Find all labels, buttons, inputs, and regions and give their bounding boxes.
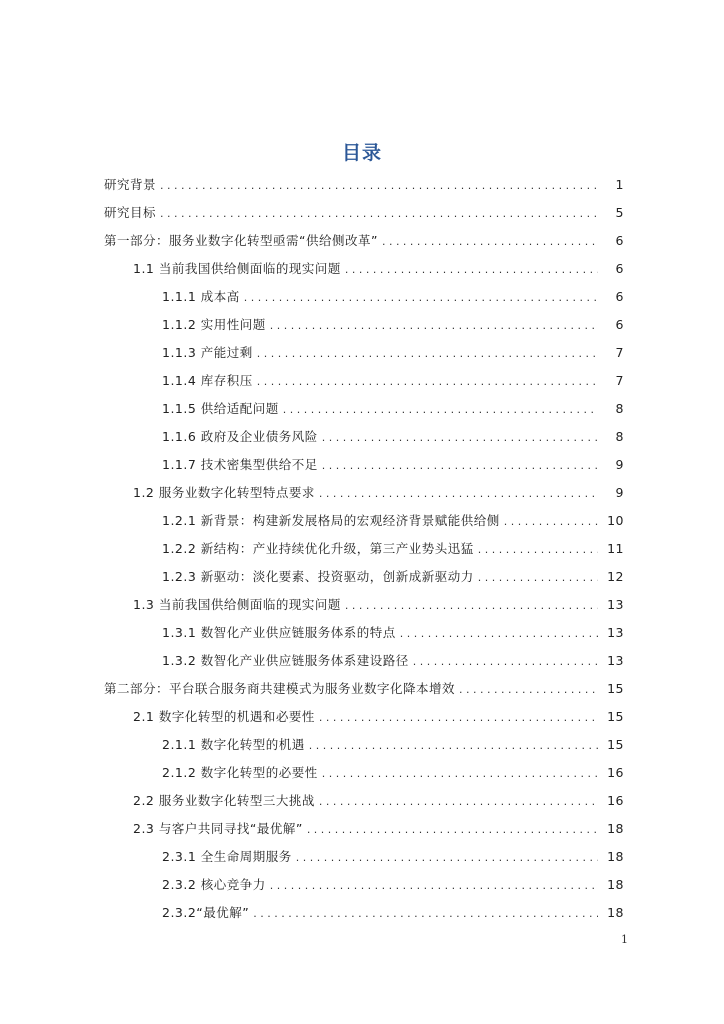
toc-entry-page: 9 [615,457,624,472]
toc-entry-label: 1.2.1 新背景：构建新发展格局的宏观经济背景赋能供给侧 [162,513,500,528]
dot-leader [459,680,598,700]
toc-entry-label: 1.2.3 新驱动：淡化要素、投资驱动，创新成新驱动力 [162,569,474,584]
toc-entry[interactable] [162,315,624,335]
toc-entry-label: 2.1.1 数字化转型的机遇 [162,737,305,752]
toc-entry-page: 15 [607,709,624,724]
toc-entry-page: 8 [615,429,624,444]
toc-entry-page: 18 [607,821,624,836]
toc-entry-page: 18 [607,877,624,892]
toc-entry[interactable] [162,847,624,867]
dot-leader [478,540,598,560]
toc-entry[interactable] [162,287,624,307]
toc-entry-page: 15 [607,681,624,696]
toc-entry-label: 1.1.2 实用性问题 [162,317,266,332]
dot-leader [319,792,598,812]
toc-entry-page: 6 [615,289,624,304]
toc-entry-page: 13 [607,625,624,640]
toc-entry-label: 第二部分：平台联合服务商共建模式为服务业数字化降本增效 [104,681,456,696]
toc-entry-page: 7 [615,373,624,388]
dot-leader [160,176,598,196]
toc-entry-label: 1.1.5 供给适配问题 [162,401,279,416]
toc-entry-page: 16 [607,793,624,808]
toc-entry-page: 6 [615,261,624,276]
toc-entry-label: 2.3.2 核心竞争力 [162,877,266,892]
toc-entry[interactable] [162,427,624,447]
toc-entry-page: 12 [607,569,624,584]
dot-leader [244,288,598,308]
toc-entry-page: 18 [607,849,624,864]
toc-entry-page: 8 [615,401,624,416]
toc-entry-label: 研究目标 [104,205,157,220]
dot-leader [270,876,598,896]
dot-leader [345,596,598,616]
toc-entry[interactable] [162,875,624,895]
toc-entry-label: 1.3.1 数智化产业供应链服务体系的特点 [162,625,396,640]
dot-leader [319,708,598,728]
toc-entry-page: 13 [607,597,624,612]
toc-entry-page: 1 [615,177,624,192]
dot-leader [413,652,598,672]
dot-leader [322,456,598,476]
toc-entry-label: 1.1.3 产能过剩 [162,345,253,360]
toc-entry-label: 2.3 与客户共同寻找“最优解” [133,821,303,836]
dot-leader [309,736,598,756]
toc-entry-label: 研究背景 [104,177,157,192]
dot-leader [322,428,598,448]
toc-entry-label: 1.1.4 库存积压 [162,373,253,388]
toc-entry[interactable] [104,175,624,195]
toc-entry-page: 11 [607,541,624,556]
toc-entry[interactable] [133,259,624,279]
toc-entry-page: 18 [607,905,624,920]
toc-entry-page: 9 [615,485,624,500]
dot-leader [160,204,598,224]
toc-entry-page: 6 [615,233,624,248]
toc-entry-page: 5 [615,205,624,220]
toc-entry[interactable] [162,651,624,671]
toc-entry[interactable] [133,595,624,615]
toc-entry-label: 2.3.1 全生命周期服务 [162,849,292,864]
toc-entry-label: 1.3 当前我国供给侧面临的现实问题 [133,597,341,612]
toc-entry[interactable] [162,623,624,643]
toc-entry[interactable] [104,679,624,699]
toc-entry[interactable] [133,707,624,727]
page-number: 1 [621,933,628,946]
dot-leader [319,484,598,504]
toc-entry-page: 15 [607,737,624,752]
toc-entry[interactable] [133,483,624,503]
dot-leader [257,372,598,392]
toc-entry[interactable] [162,371,624,391]
toc-entry-label: 2.1 数字化转型的机遇和必要性 [133,709,315,724]
toc-entry-label: 1.2.2 新结构：产业持续优化升级，第三产业势头迅猛 [162,541,474,556]
toc-entry[interactable] [162,399,624,419]
toc-entry[interactable] [133,791,624,811]
dot-leader [296,848,598,868]
dot-leader [345,260,598,280]
toc-entry-label: 第一部分：服务业数字化转型亟需“供给侧改革” [104,233,378,248]
toc-entry-page: 7 [615,345,624,360]
toc-entry[interactable] [133,819,624,839]
toc-entry-label: 2.1.2 数字化转型的必要性 [162,765,318,780]
toc-entry[interactable] [162,735,624,755]
toc-entry-page: 13 [607,653,624,668]
toc-entry[interactable] [104,203,624,223]
toc-entry[interactable] [162,539,624,559]
toc-entry-page: 16 [607,765,624,780]
dot-leader [257,344,598,364]
dot-leader [322,764,598,784]
dot-leader [478,568,598,588]
toc-entry[interactable] [162,903,624,923]
toc-entry-label: 1.3.2 数智化产业供应链服务体系建设路径 [162,653,409,668]
toc-entry-label: 2.3.2“最优解” [162,905,250,920]
toc-title: 目录 [341,142,382,164]
toc-entry[interactable] [162,763,624,783]
toc-entry-page: 6 [615,317,624,332]
dot-leader [283,400,598,420]
dot-leader [400,624,598,644]
toc-entry-label: 1.1.7 技术密集型供给不足 [162,457,318,472]
toc-entry[interactable] [162,343,624,363]
toc-entry-page: 10 [607,513,624,528]
toc-entry[interactable] [104,231,624,251]
dot-leader [382,232,598,252]
toc-entry-label: 1.1 当前我国供给侧面临的现实问题 [133,261,341,276]
dot-leader [253,904,598,924]
toc-entry[interactable] [162,511,624,531]
toc-entry-label: 2.2 服务业数字化转型三大挑战 [133,793,315,808]
toc-entry[interactable] [162,567,624,587]
dot-leader [307,820,598,840]
toc-entry-label: 1.1.1 成本高 [162,289,240,304]
toc-entry-label: 1.1.6 政府及企业债务风险 [162,429,318,444]
toc-entry[interactable] [162,455,624,475]
toc-entry-label: 1.2 服务业数字化转型特点要求 [133,485,315,500]
dot-leader [504,512,598,532]
dot-leader [270,316,598,336]
